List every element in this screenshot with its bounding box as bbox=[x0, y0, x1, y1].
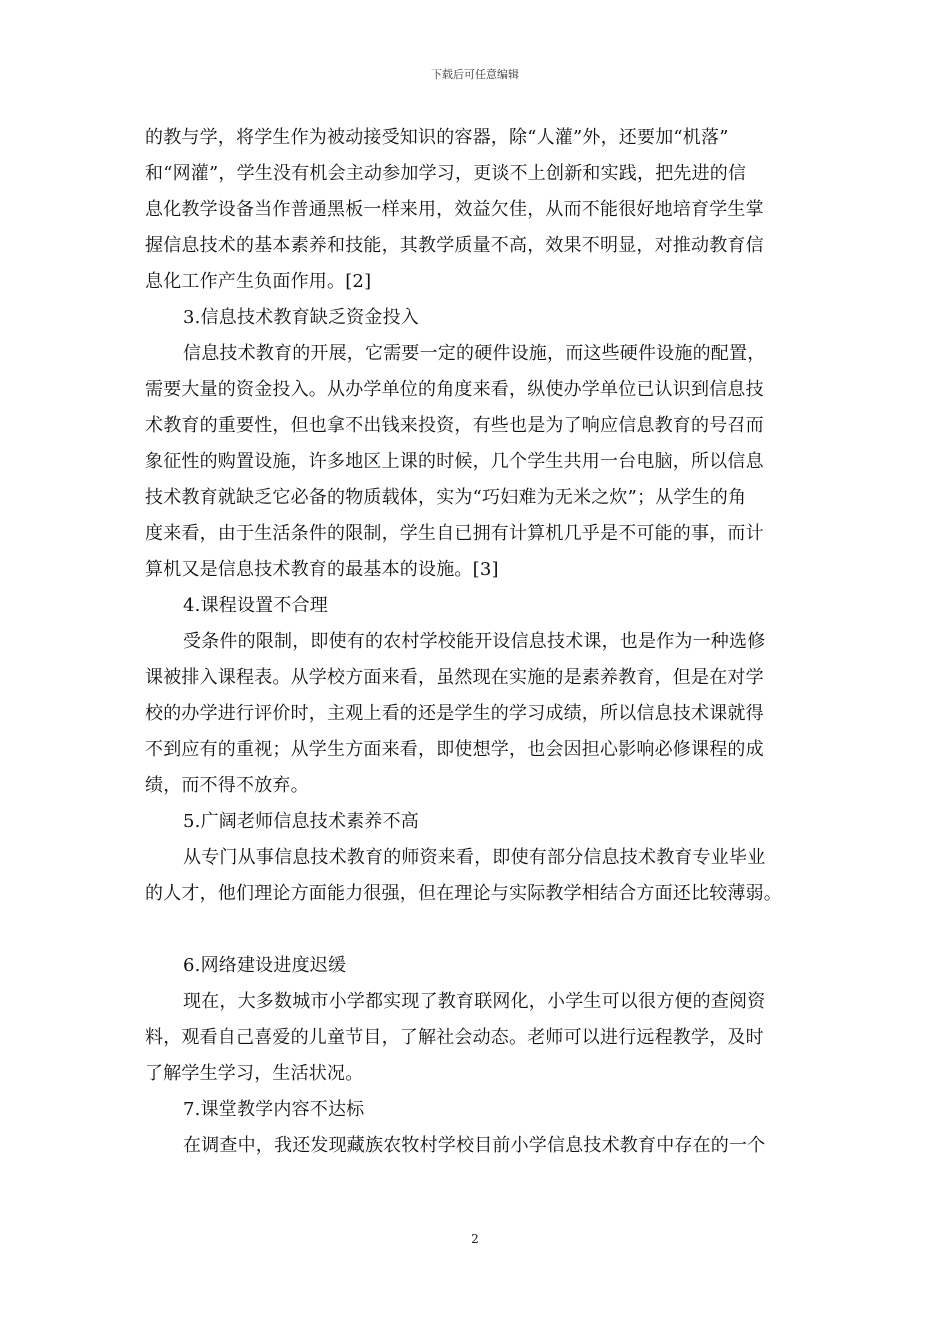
document-body bbox=[145, 120, 810, 1164]
paragraph-gap bbox=[145, 912, 810, 948]
text-line: 技术教育就缺乏它必备的物质载体，实为“巧妇难为无米之炊”；从学生的角 bbox=[145, 487, 747, 508]
text-line: 受条件的限制，即使有的农村学校能开设信息技术课，也是作为一种选修 bbox=[183, 631, 766, 652]
text-line: 信息技术教育的开展，它需要一定的硬件设施，而这些硬件设施的配置， bbox=[183, 343, 766, 364]
text-line: 象征性的购置设施，许多地区上课的时候，几个学生共用一台电脑，所以信息 bbox=[145, 451, 764, 472]
text-line: 的人才，他们理论方面能力很强，但在理论与实际教学相结合方面还比较薄弱。 bbox=[145, 883, 782, 904]
text-line: 绩，而不得不放弃。 bbox=[145, 775, 309, 796]
section-heading: 3.信息技术教育缺乏资金投入 bbox=[183, 307, 419, 328]
text-line: 了解学生学习，生活状况。 bbox=[145, 1063, 364, 1084]
text-line: 息化工作产生负面作用。[2] bbox=[145, 271, 372, 292]
text-line: 课被排入课程表。从学校方面来看，虽然现在实施的是素养教育，但是在对学 bbox=[145, 667, 764, 688]
section-heading: 5.广阔老师信息技术素养不高 bbox=[183, 811, 419, 832]
text-line: 术教育的重要性，但也拿不出钱来投资，有些也是为了响应信息教育的号召而 bbox=[145, 415, 764, 436]
text-line: 度来看，由于生活条件的限制，学生自已拥有计算机几乎是不可能的事，而计 bbox=[145, 523, 764, 544]
text-line: 在调查中，我还发现藏族农牧村学校目前小学信息技术教育中存在的一个 bbox=[183, 1135, 766, 1156]
section-heading: 4.课程设置不合理 bbox=[183, 595, 328, 616]
text-line: 从专门从事信息技术教育的师资来看，即使有部分信息技术教育专业毕业 bbox=[183, 847, 766, 868]
text-line: 料，观看自己喜爱的儿童节目，了解社会动态。老师可以进行远程教学，及时 bbox=[145, 1027, 764, 1048]
page-header: 下载后可任意编辑 bbox=[431, 68, 519, 81]
text-line: 的教与学，将学生作为被动接受知识的容器，除“人灌”外，还要加“机落” bbox=[145, 127, 729, 148]
text-line: 和“网灌”，学生没有机会主动参加学习，更谈不上创新和实践，把先进的信 bbox=[145, 163, 747, 184]
text-line: 校的办学进行评价时，主观上看的还是学生的学习成绩，所以信息技术课就得 bbox=[145, 703, 764, 724]
text-line: 需要大量的资金投入。从办学单位的角度来看，纵使办学单位已认识到信息技 bbox=[145, 379, 764, 400]
section-heading: 7.课堂教学内容不达标 bbox=[183, 1099, 365, 1120]
text-line: 现在，大多数城市小学都实现了教育联网化，小学生可以很方便的查阅资 bbox=[183, 991, 766, 1012]
text-line: 不到应有的重视；从学生方面来看，即使想学，也会因担心影响必修课程的成 bbox=[145, 739, 764, 760]
text-line: 息化教学设备当作普通黑板一样来用，效益欠佳，从而不能很好地培育学生掌 bbox=[145, 199, 764, 220]
text-line: 握信息技术的基本素养和技能，其教学质量不高，效果不明显，对推动教育信 bbox=[145, 235, 764, 256]
page-number: 2 bbox=[471, 1232, 479, 1246]
section-heading: 6.网络建设进度迟缓 bbox=[183, 955, 347, 976]
text-line: 算机又是信息技术教育的最基本的设施。[3] bbox=[145, 559, 499, 580]
